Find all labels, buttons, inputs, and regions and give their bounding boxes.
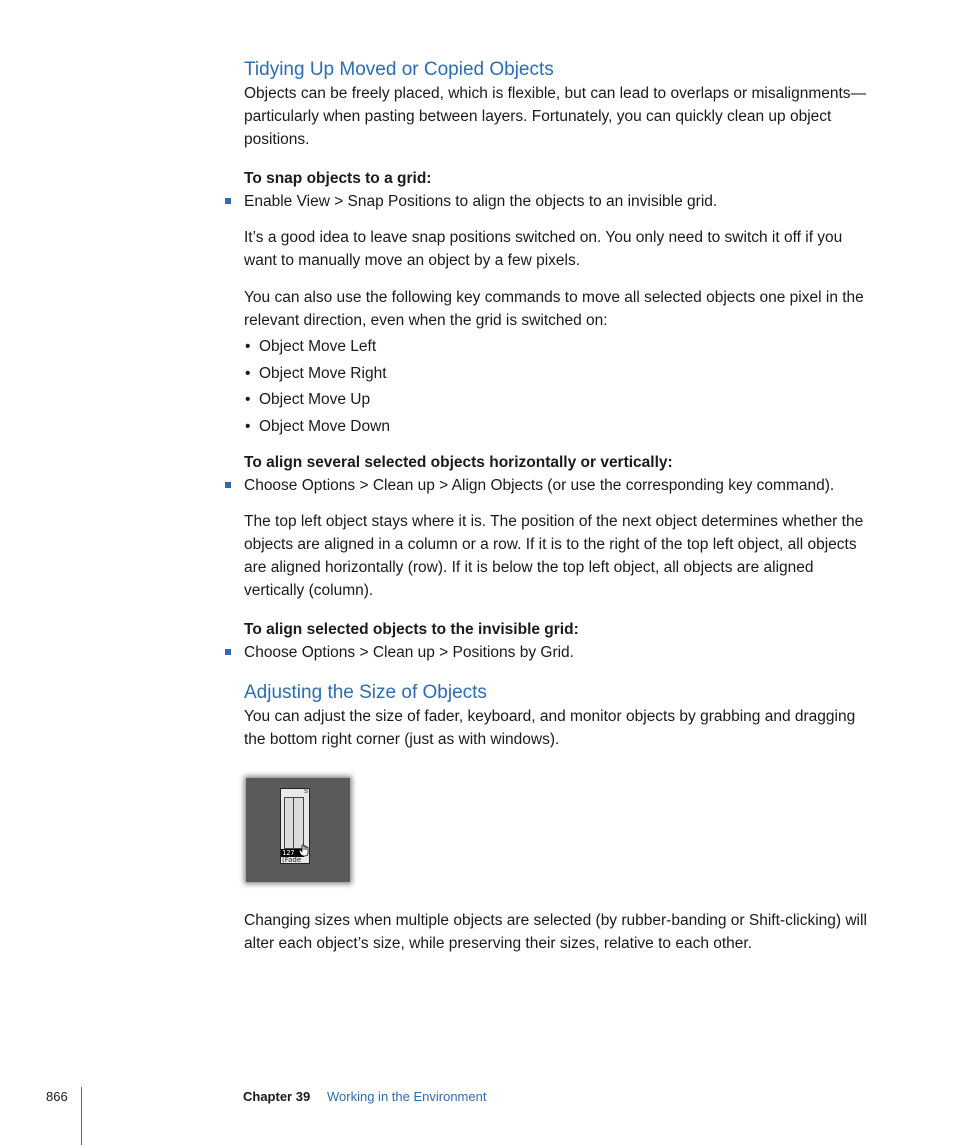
chapter-label: Chapter 39: [243, 1089, 311, 1104]
task-title-grid: To align selected objects to the invisible grid:: [244, 620, 579, 638]
key-command-list: [244, 335, 874, 438]
list-item: [244, 415, 874, 438]
list-item-text: Object Move Down: [259, 417, 390, 435]
bullet-dot: •: [245, 417, 251, 435]
snap-note-2: You can also use the following key commands to move all selected objects one pixel in the relevant direction, even when the grid is switched on:: [244, 289, 864, 329]
list-item: [244, 362, 874, 385]
bullet-dot: •: [245, 391, 251, 408]
section-heading-tidying: Tidying Up Moved or Copied Objects: [244, 59, 554, 80]
section-intro-size: You can adjust the size of fader, keyboard, and monitor objects by grabbing and dragging the bottom right corner (just as with windows).: [244, 707, 856, 748]
list-item: [244, 335, 874, 358]
fader-track: [284, 797, 304, 849]
section-heading-size: Adjusting the Size of Objects: [244, 681, 487, 703]
step-text: Choose Options > Clean up > Positions by Grid.: [244, 643, 574, 661]
list-item-text: Object Move Right: [259, 364, 387, 382]
fader-value: 127: [281, 849, 304, 857]
step-text: Choose Options > Clean up > Align Objects (or use the corresponding key command).: [244, 476, 835, 494]
bullet-dot: •: [245, 364, 251, 382]
chapter-title: Working in the Environment: [327, 1089, 487, 1104]
page-content: [244, 58, 874, 955]
align-note: The top left object stays where it is. The position of the next object determines whether the objects are aligned in a column or a row. If it is to the right of the top left object, all objects are aligned horizontally (row). If it is below the top left object, all objects are aligned vertically (column).: [244, 512, 864, 599]
resize-hand-icon: [298, 844, 312, 858]
fader-resize-figure: [246, 778, 350, 882]
bullet-dot: •: [245, 338, 251, 355]
fader-label: (Fade: [282, 855, 302, 864]
task-title-align: To align several selected objects horizontally or vertically:: [244, 453, 673, 471]
section-outro-size: Changing sizes when multiple objects are selected (by rubber-banding or Shift-clicking) will alter each object’s size, while preserving their sizes, relative to each other.: [244, 911, 867, 952]
step-bullet-icon: [225, 649, 231, 655]
list-item-text: Object Move Up: [259, 391, 371, 408]
page-number: 866: [46, 1089, 68, 1104]
section-intro-tidying: Objects can be freely placed, which is flexible, but can lead to overlaps or misalignments—particularly when pasting between layers. Fortunately, you can quickly clean up object positions.: [244, 85, 867, 148]
task-title-snap: To snap objects to a grid:: [244, 170, 432, 187]
snap-note-1: It’s a good idea to leave snap positions switched on. You only need to switch it off if you want to manually move an object by a few pixels.: [244, 229, 843, 269]
list-item-text: Object Move Left: [259, 338, 377, 355]
step-bullet-icon: [225, 482, 231, 488]
step-bullet-icon: [225, 198, 231, 204]
task-step-align: [244, 474, 874, 497]
list-item: [244, 388, 874, 411]
step-text: Enable View > Snap Positions to align the objects to an invisible grid.: [244, 193, 718, 210]
task-step-grid: [244, 641, 874, 664]
fader-s-label: S: [303, 788, 308, 795]
task-step-snap: [244, 190, 874, 213]
footer-divider: [81, 1087, 82, 1145]
